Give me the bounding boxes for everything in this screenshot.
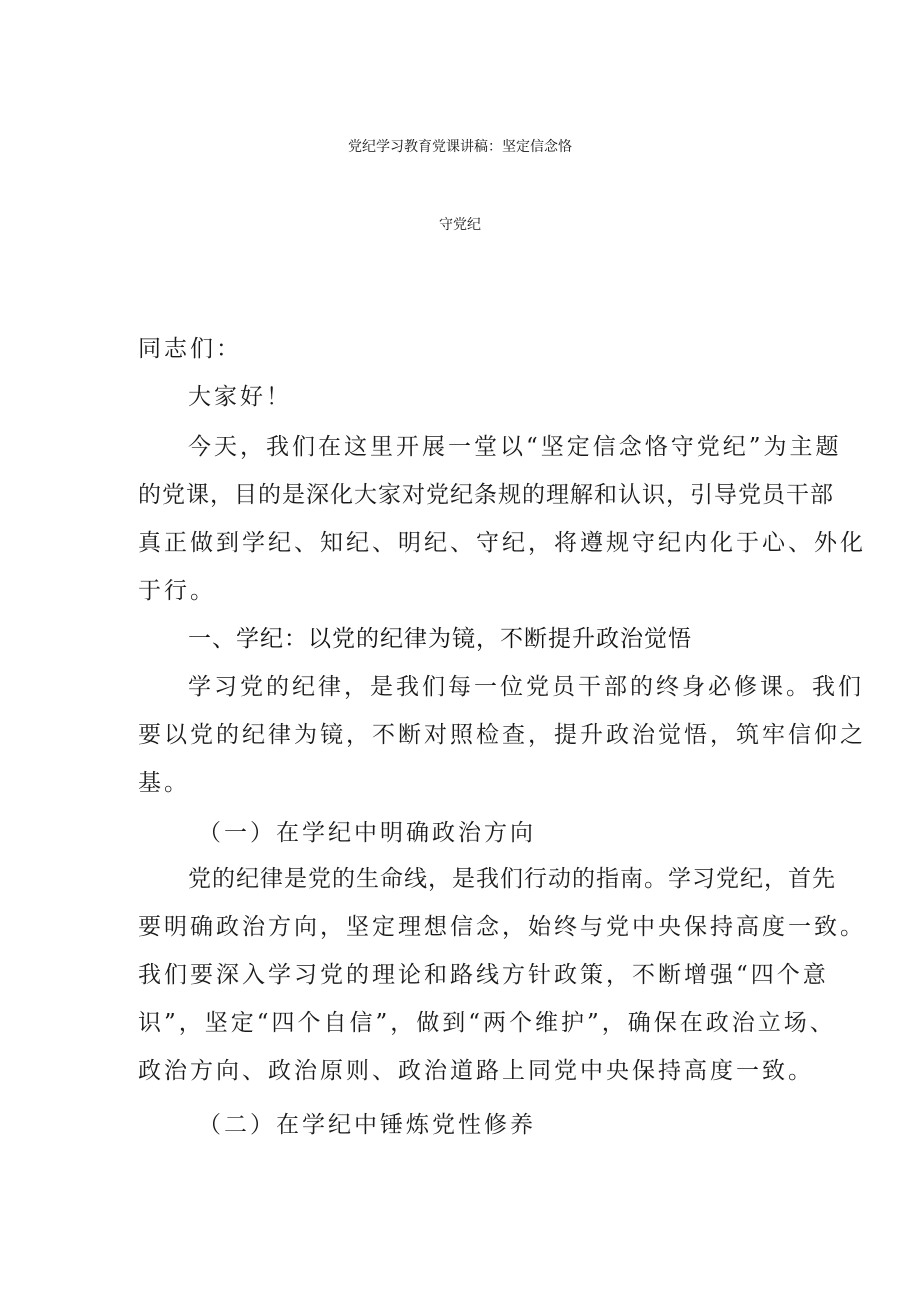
intro-line-4: 于行。 bbox=[138, 578, 216, 604]
subsection-1-line-5: 政治方向、政治原则、政治道路上同党中央保持高度一致。 bbox=[138, 1058, 814, 1084]
section-1-heading: 一、学纪：以党的纪律为镜，不断提升政治觉悟 bbox=[188, 626, 692, 652]
greeting: 大家好！ bbox=[188, 384, 292, 410]
section-1-para-line-2: 要以党的纪律为镜，不断对照检查，提升政治觉悟，筑牢信仰之 bbox=[138, 722, 866, 748]
salutation: 同志们： bbox=[138, 336, 242, 362]
intro-line-1: 今天，我们在这里开展一堂以“坚定信念恪守党纪”为主题 bbox=[188, 434, 842, 460]
subsection-1-line-4: 识”，坚定“四个自信”，做到“两个维护”，确保在政治立场、 bbox=[138, 1010, 836, 1036]
intro-line-3: 真正做到学纪、知纪、明纪、守纪，将遵规守纪内化于心、外化 bbox=[138, 530, 866, 556]
document-title-line-2: 守党纪 bbox=[439, 217, 481, 233]
section-1-para-line-1: 学习党的纪律，是我们每一位党员干部的终身必修课。我们 bbox=[188, 674, 864, 700]
subsection-1-heading: （一）在学纪中明确政治方向 bbox=[198, 820, 536, 846]
intro-line-2: 的党课，目的是深化大家对党纪条规的理解和认识，引导党员干部 bbox=[138, 482, 834, 508]
subsection-1-line-2: 要明确政治方向，坚定理想信念，始终与党中央保持高度一致。 bbox=[138, 914, 866, 940]
subsection-2-heading: （二）在学纪中锤炼党性修养 bbox=[198, 1112, 536, 1138]
subsection-1-line-1: 党的纪律是党的生命线，是我们行动的指南。学习党纪，首先 bbox=[188, 866, 836, 892]
section-1-para-line-3: 基。 bbox=[138, 770, 190, 796]
subsection-1-line-3: 我们要深入学习党的理论和路线方针政策，不断增强“四个意 bbox=[138, 962, 829, 988]
document-title-line-1: 党纪学习教育党课讲稿：坚定信念恪 bbox=[348, 139, 572, 155]
